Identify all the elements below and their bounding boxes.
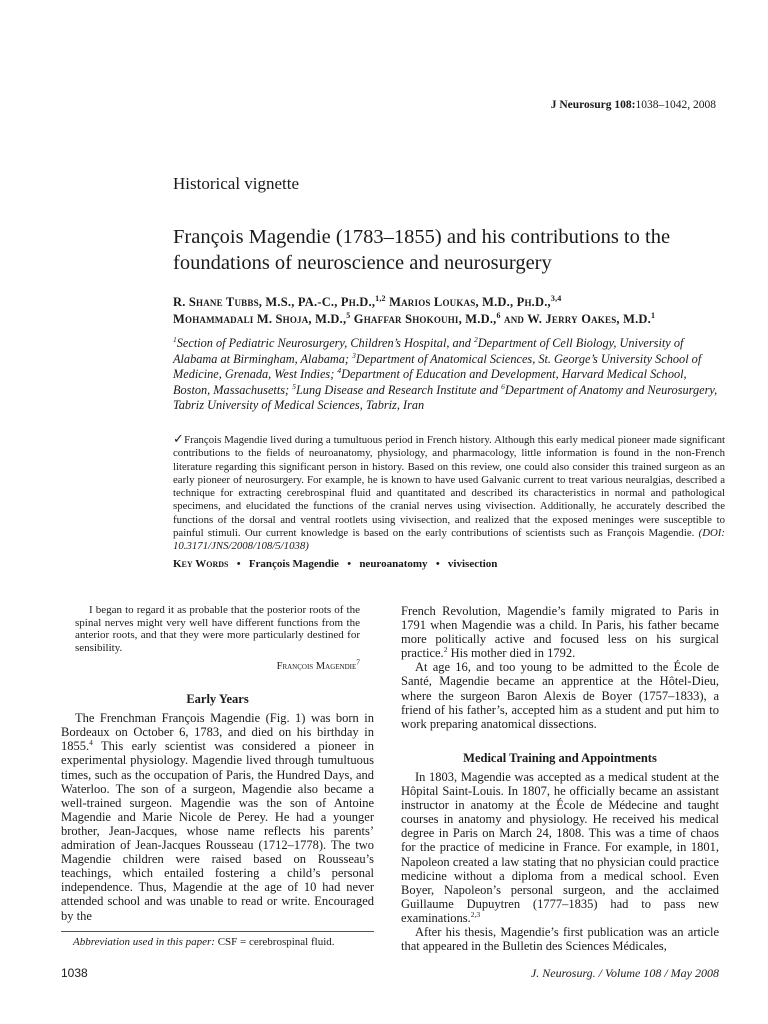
affil-text: Lung Disease and Research Institute and [295,382,502,397]
body-paragraph: At age 16, and too young to be admitted to the École de Santé, Magendie became an apprentice at the Hôtel-Dieu, where the surgeon Baron Alexis de Boyer (1757–1833), a friend of his father’s, accepted him as a student and put him to work preparing anatomical dissections. [401,660,719,731]
affiliations [173,336,723,414]
epigraph-quote: I began to regard it as probable that the posterior roots of the spinal nerves might very well have different functions from the anterior roots, and that they were more particularly destined for sensibility. [75,604,360,654]
journal-ref-volume: J Neurosurg 108: [550,99,636,111]
keyword-item: vivisection [447,558,498,570]
body-paragraph [401,770,719,925]
keywords [173,558,733,570]
author-affil-marker: 3,4 [550,293,562,303]
keyword-separator: • [236,558,241,570]
affil-marker: 2 [474,334,478,344]
keyword-item: François Magendie [248,558,339,570]
affil-text: Department of Anatomical Sciences, St. George’s University School of Medicine, Grenada, West Indies; [173,351,702,381]
body-paragraph [61,711,374,922]
keyword-separator: • [347,558,352,570]
body-text: This early scientist was considered a pioneer in experimental physiology. Magendie lived through tumultuous times, such as the occupation of Paris, the Hundred Days, and Waterloo. The son of a surgeon, Magendie also became a well-trained surgeon. Magendie was the son of Antoine Magendie and Marie Nicole de Perey. He had a younger brother, Jean-Jacques, whose name reflects his parents’ admiration of Jean-Jacques Rousseau (1712–1778). The two Magendie children were raised based on Rousseau’s teachings, which entailed fostering a child’s personal independence. Thus, Magendie at the age of 10 had never attended school and was unable to read or write. Encouraged by the [61,739,374,923]
citation-ref: 2 [443,645,448,655]
author-affil-marker: 1 [650,310,656,320]
attribution-name: François Magendie [276,661,357,672]
author: and W. Jerry Oakes, M.D. [500,312,651,326]
affil-text: Department of Cell Biology, University of Alabama at Birmingham, Alabama; [173,336,684,366]
section-heading-early-years: Early Years [186,692,249,707]
author-affil-marker: 1,2 [375,293,386,303]
checkmark-icon: ✓ [173,431,185,446]
author-affil-marker: 5 [346,310,351,320]
doi-link[interactable]: (DOI: 10.3171/JNS/2008/108/5/1038) [173,527,725,553]
footnote-label: Abbreviation used in this paper: [73,936,215,948]
left-column [61,604,374,923]
page-number: 1038 [61,966,88,980]
author: R. Shane Tubbs, M.S., PA.-C., Ph.D., [173,295,376,309]
right-column [401,604,719,953]
abstract-text: François Magendie lived during a tumultuous period in French history. Although this early medical pioneer made significant contributions to the fields of neuroanatomy, physiology, and pharmacology, little information is found in the non-French literature regarding this significant person in history. Based on this review, one could also consider this trained surgeon as an early pioneer of neurosurgery. For example, he is known to have used Galvanic current to treat various neuralgias, described a technique for extracting cerebrospinal fluid and quantitated and described its characteristics in normal and pathological specimens, and elucidated the functions of the cranial nerves using vivisection. Additionally, he accurately described the functions of the dorsal and ventral rootlets using vivisection, and realized that the exposed meninges were susceptible to painful stimuli. Our current knowledge is based on the early contributions of scientists such as François Magendie. [173,434,725,540]
author-list [173,294,733,328]
affil-marker: 5 [292,381,296,391]
attribution-ref: 7 [356,657,360,667]
body-text: In 1803, Magendie was accepted as a medical student at the Hôpital Saint-Louis. In 1807, he officially became an assistant instructor in anatomy at the École de Médecine and taught courses in anatomy and physiology. He received his medical degree in Paris on March 24, 1808. This was a time of chaos for the practice of medicine in France. For example, in 1801, Napoleon created a law stating that no physician could practice medicine without a diploma from a medical school. Even Boyer, Napoleon’s personal surgeon, and the acclaimed Guillaume Dupuytren (1777–1835) had to pass new examinations. [401,769,719,925]
affil-marker: 3 [352,350,356,360]
body-text: The Frenchman François Magendie (Fig. 1) was born in Bordeaux on October 6, 1783, and died on his birthday in 1855. [61,711,374,754]
affil-marker: 6 [501,381,505,391]
affil-text: Department of Education and Development, Harvard Medical School, Boston, Massachusetts; [173,367,687,397]
journal-ref-pages: 1038–1042, 2008 [635,99,716,111]
citation-ref: 4 [89,738,93,748]
abstract [173,432,725,554]
keywords-label: Key Words [173,558,229,570]
keyword-item: neuroanatomy [359,558,428,570]
author-affil-marker: 6 [496,310,501,320]
epigraph-attribution [61,657,374,674]
affil-text: Section of Pediatric Neurosurgery, Children’s Hospital, and [176,336,475,350]
keyword-separator: • [435,558,440,570]
abbreviation-footnote [61,936,374,948]
footnote-divider [61,931,374,932]
journal-reference [551,99,716,111]
footer-journal-info: J. Neurosurg. / Volume 108 / May 2008 [530,966,719,980]
author: Mohammadali M. Shoja, M.D., [173,312,347,326]
section-heading-medical-training: Medical Training and Appointments [463,750,657,765]
article-title: François Magendie (1783–1855) and his contributions to the foundations of neuroscience and neurosurgery [173,226,671,274]
author: Ghaffar Shokouhi, M.D., [350,312,497,326]
body-text: French Revolution, Magendie’s family migrated to Paris in 1791 when Magendie was a child. In Paris, his father became more politically active and focused less on his surgical practice. [401,604,719,661]
body-paragraph: After his thesis, Magendie’s first publication was an article that appeared in the Bulletin des Sciences Médicales, [401,924,719,954]
section-label: Historical vignette [173,174,300,193]
affil-text: Department of Anatomy and Neurosurgery, Tabriz University of Medical Sciences, Tabriz, Iran [173,382,718,412]
affil-marker: 4 [337,365,342,375]
footnote-text: CSF = cerebrospinal fluid. [214,936,335,948]
author: Marios Loukas, M.D., Ph.D., [385,295,551,309]
affil-marker: 1 [173,334,177,344]
body-text: His mother died in 1792. [447,646,576,661]
body-paragraph [401,604,719,660]
citation-ref: 2,3 [470,909,481,919]
